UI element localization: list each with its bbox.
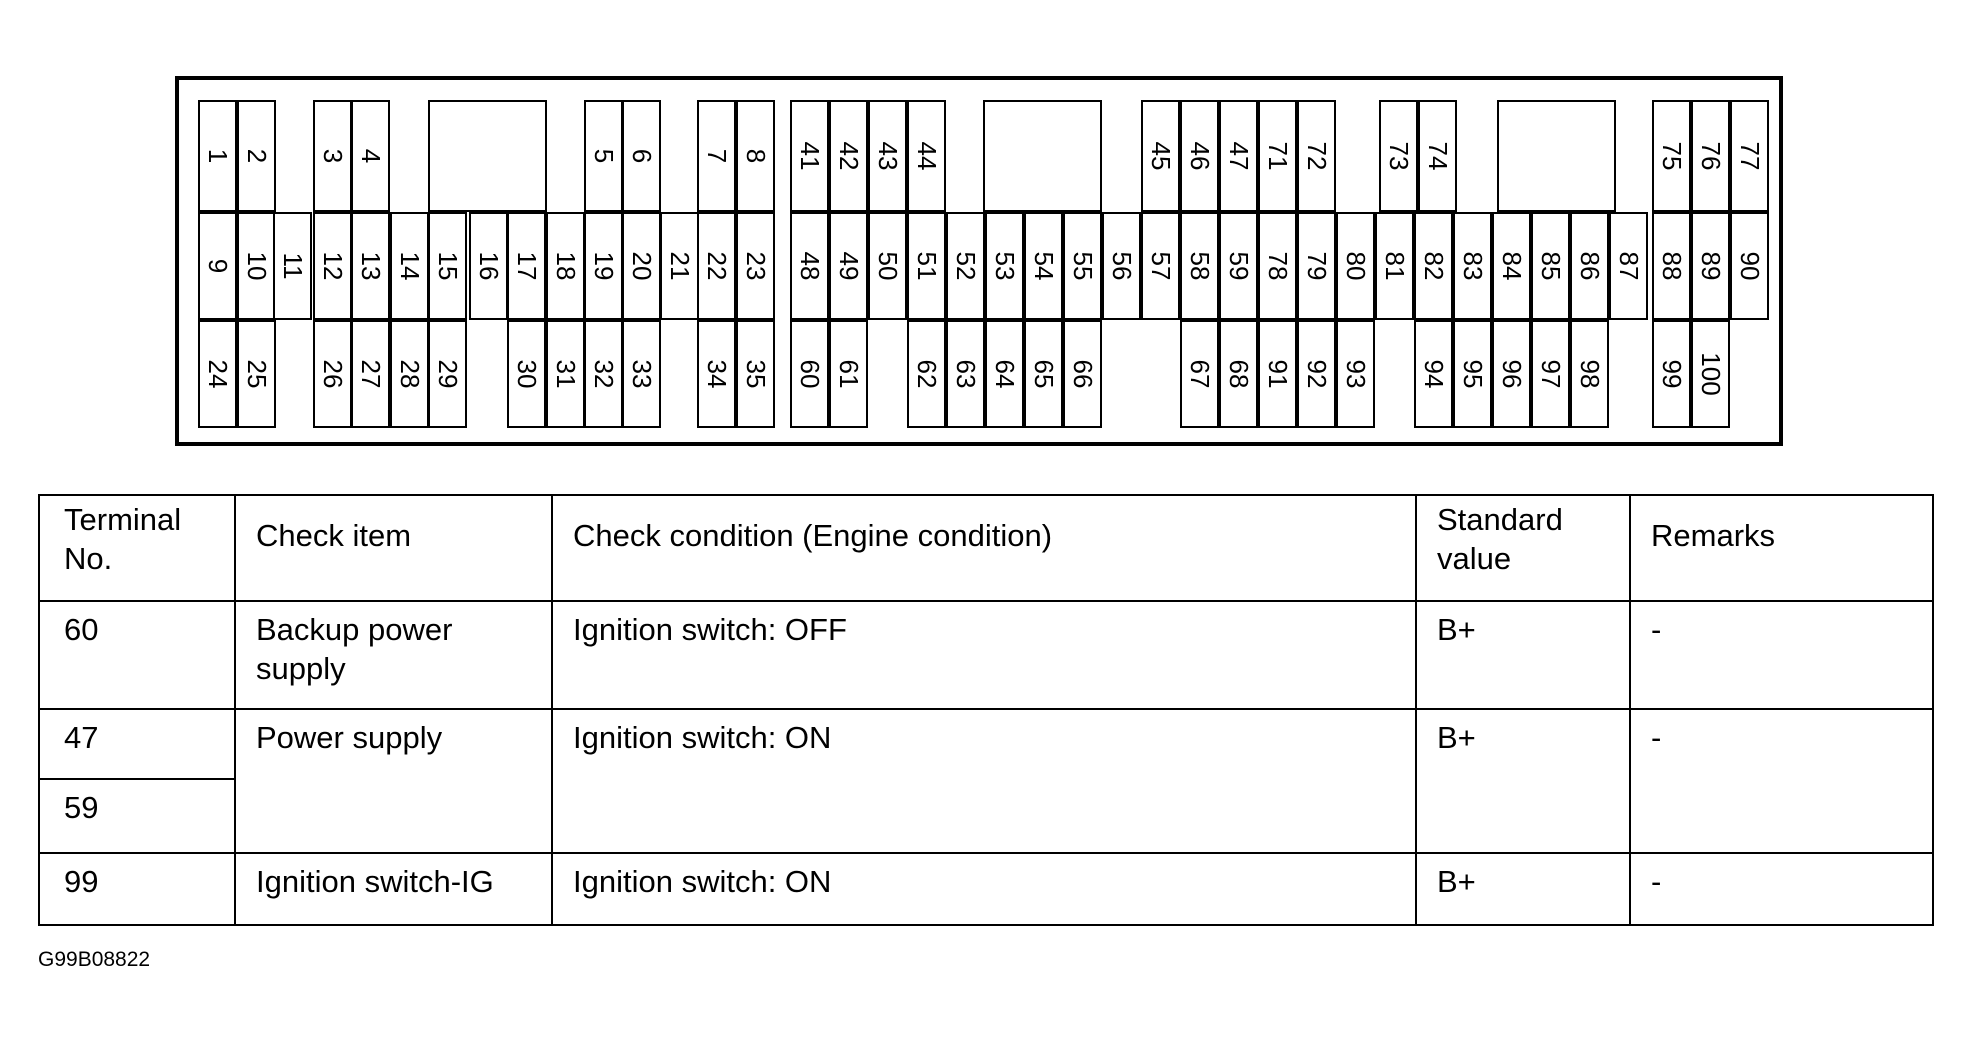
connector-pin-number: 84 <box>1496 251 1527 281</box>
connector-pin-number: 74 <box>1422 141 1453 171</box>
connector-pin-number: 54 <box>1028 251 1059 281</box>
connector-pin-87 <box>1609 212 1648 320</box>
connector-pin-number: 98 <box>1574 359 1605 389</box>
connector-pin-number: 5 <box>588 148 619 164</box>
terminal-cell: 59 <box>39 779 235 853</box>
connector-pin-25 <box>237 320 276 428</box>
connector-pin-number: 42 <box>833 141 864 171</box>
connector-pin-number: 51 <box>911 251 942 281</box>
connector-pin-number: 35 <box>740 359 771 389</box>
header-check-condition: Check condition (Engine condition) <box>552 495 1416 601</box>
connector-pin-15 <box>428 212 467 320</box>
connector-pin-76 <box>1691 100 1730 212</box>
connector-pin-number: 11 <box>277 252 308 280</box>
connector-pin-8 <box>736 100 775 212</box>
connector-pin-number: 28 <box>394 359 425 389</box>
connector-pin-number: 73 <box>1383 141 1414 171</box>
connector-pin-number: 93 <box>1340 359 1371 389</box>
connector-pin-66 <box>1063 320 1102 428</box>
remarks-cell: - <box>1630 853 1933 925</box>
connector-pin-34 <box>697 320 736 428</box>
connector-pin-number: 100 <box>1695 352 1726 396</box>
connector-pin-number: 47 <box>1223 141 1254 171</box>
connector-pin-number: 94 <box>1418 359 1449 389</box>
connector-pin-number: 66 <box>1067 359 1098 389</box>
connector-pin-62 <box>907 320 946 428</box>
connector-pin-61 <box>829 320 868 428</box>
connector-pin-number: 92 <box>1301 359 1332 389</box>
connector-pin-number: 25 <box>241 359 272 389</box>
connector-pin-number: 16 <box>473 251 504 281</box>
connector-pin-92 <box>1297 320 1336 428</box>
header-check-item: Check item <box>235 495 552 601</box>
table-row <box>39 601 1933 709</box>
connector-pin-number: 72 <box>1301 141 1332 171</box>
connector-pin-number: 89 <box>1695 251 1726 281</box>
connector-pin-number: 57 <box>1145 251 1176 281</box>
connector-pin-number: 7 <box>701 148 732 164</box>
check-item-cell: Ignition switch-IG <box>235 853 552 925</box>
connector-pin-number: 56 <box>1106 251 1137 281</box>
connector-pin-number: 49 <box>833 251 864 281</box>
connector-pin-55 <box>1063 212 1102 320</box>
connector-pin-number: 63 <box>950 359 981 389</box>
connector-pin-78 <box>1258 212 1297 320</box>
connector-pin-number: 87 <box>1613 251 1644 281</box>
connector-pin-number: 55 <box>1067 251 1098 281</box>
connector-pin-20 <box>622 212 661 320</box>
check-condition-cell: Ignition switch: OFF <box>552 601 1416 709</box>
connector-pin-number: 60 <box>794 359 825 389</box>
connector-pin-67 <box>1180 320 1219 428</box>
connector-pin-74 <box>1418 100 1457 212</box>
connector-pin-84 <box>1492 212 1531 320</box>
connector-pin-65 <box>1024 320 1063 428</box>
connector-pin-number: 34 <box>701 359 732 389</box>
connector-pin-10 <box>237 212 276 320</box>
connector-pin-number: 99 <box>1656 359 1687 389</box>
connector-pin-number: 3 <box>317 148 348 164</box>
figure-code: G99B08822 <box>38 948 151 971</box>
connector-pin-63 <box>946 320 985 428</box>
remarks-cell: - <box>1630 601 1933 709</box>
connector-pin-number: 50 <box>872 251 903 281</box>
connector-pin-58 <box>1180 212 1219 320</box>
connector-pin-49 <box>829 212 868 320</box>
connector-pin-number: 24 <box>202 359 233 389</box>
connector-pin-number: 19 <box>588 251 619 281</box>
remarks-cell: - <box>1630 709 1933 853</box>
connector-pin-5 <box>584 100 623 212</box>
connector-pin-number: 33 <box>626 359 657 389</box>
connector-pin-number: 32 <box>588 359 619 389</box>
connector-pin-7 <box>697 100 736 212</box>
check-condition-cell: Ignition switch: ON <box>552 709 1416 853</box>
connector-pin-44 <box>907 100 946 212</box>
connector-pin-17 <box>507 212 546 320</box>
connector-pin-43 <box>868 100 907 212</box>
connector-pin-number: 67 <box>1184 359 1215 389</box>
connector-pin-52 <box>946 212 985 320</box>
connector-pin-number: 90 <box>1734 251 1765 281</box>
connector-pin-21 <box>660 212 699 320</box>
connector-pin-47 <box>1219 100 1258 212</box>
connector-pin-number: 48 <box>794 251 825 281</box>
connector-pin-number: 58 <box>1184 251 1215 281</box>
connector-pin-51 <box>907 212 946 320</box>
standard-value-cell: B+ <box>1416 601 1630 709</box>
connector-pin-number: 21 <box>664 251 695 281</box>
connector-pin-22 <box>697 212 736 320</box>
header-remarks: Remarks <box>1630 495 1933 601</box>
connector-pin-number: 12 <box>317 251 348 281</box>
connector-pin-number: 86 <box>1574 251 1605 281</box>
connector-pin-1 <box>198 100 237 212</box>
connector-pin-64 <box>985 320 1024 428</box>
connector-pin-93 <box>1336 320 1375 428</box>
connector-pin-71 <box>1258 100 1297 212</box>
connector-pin-90 <box>1730 212 1769 320</box>
table-row <box>39 709 1933 779</box>
connector-pin-27 <box>351 320 390 428</box>
connector-pin-number: 68 <box>1223 359 1254 389</box>
connector-pin-number: 6 <box>626 148 657 164</box>
connector-pin-number: 22 <box>701 251 732 281</box>
connector-pin-number: 59 <box>1223 251 1254 281</box>
connector-pin-85 <box>1531 212 1570 320</box>
connector-pin-number: 75 <box>1656 141 1687 171</box>
connector-pin-number: 64 <box>989 359 1020 389</box>
connector-pin-94 <box>1414 320 1453 428</box>
connector-pin-23 <box>736 212 775 320</box>
connector-pin-59 <box>1219 212 1258 320</box>
connector-pin-31 <box>546 320 585 428</box>
connector-pin-number: 29 <box>432 359 463 389</box>
connector-pin-50 <box>868 212 907 320</box>
connector-pin-46 <box>1180 100 1219 212</box>
standard-value-cell: B+ <box>1416 709 1630 853</box>
connector-blank-cavity <box>428 100 547 212</box>
connector-pin-number: 95 <box>1457 359 1488 389</box>
connector-diagram <box>175 76 1783 446</box>
connector-pin-86 <box>1570 212 1609 320</box>
connector-pin-16 <box>469 212 508 320</box>
connector-pin-number: 15 <box>432 251 463 281</box>
connector-pin-number: 78 <box>1262 251 1293 281</box>
header-standard-value: Standard value <box>1416 495 1630 601</box>
connector-pin-60 <box>790 320 829 428</box>
connector-pin-number: 61 <box>833 359 864 389</box>
terminal-check-table <box>38 494 1934 926</box>
connector-pin-48 <box>790 212 829 320</box>
connector-pin-number: 2 <box>241 148 272 164</box>
connector-pin-6 <box>622 100 661 212</box>
connector-pin-11 <box>273 212 312 320</box>
connector-pin-35 <box>736 320 775 428</box>
connector-pin-33 <box>622 320 661 428</box>
connector-pin-14 <box>390 212 429 320</box>
connector-pin-12 <box>313 212 352 320</box>
connector-pin-number: 83 <box>1457 251 1488 281</box>
connector-pin-number: 45 <box>1145 141 1176 171</box>
connector-pin-97 <box>1531 320 1570 428</box>
connector-pin-number: 81 <box>1379 251 1410 281</box>
check-item-cell: Backup power supply <box>235 601 552 709</box>
connector-pin-41 <box>790 100 829 212</box>
table-header-row <box>39 495 1933 601</box>
connector-pin-29 <box>428 320 467 428</box>
connector-pin-number: 1 <box>202 148 233 164</box>
connector-pin-number: 10 <box>241 251 272 281</box>
connector-pin-number: 4 <box>355 148 386 164</box>
connector-pin-18 <box>546 212 585 320</box>
check-item-cell: Power supply <box>235 709 552 853</box>
connector-pin-number: 17 <box>511 251 542 281</box>
connector-pin-81 <box>1375 212 1414 320</box>
connector-pin-72 <box>1297 100 1336 212</box>
connector-pin-9 <box>198 212 237 320</box>
terminal-cell: 99 <box>39 853 235 925</box>
connector-pin-number: 77 <box>1734 141 1765 171</box>
header-terminal-no: Terminal No. <box>39 495 235 601</box>
connector-pin-number: 30 <box>511 359 542 389</box>
connector-pin-53 <box>985 212 1024 320</box>
connector-pin-56 <box>1102 212 1141 320</box>
connector-pin-number: 71 <box>1262 141 1293 171</box>
connector-pin-89 <box>1691 212 1730 320</box>
connector-pin-number: 79 <box>1301 251 1332 281</box>
connector-pin-2 <box>237 100 276 212</box>
check-condition-cell: Ignition switch: ON <box>552 853 1416 925</box>
connector-pin-30 <box>507 320 546 428</box>
connector-pin-number: 18 <box>550 251 581 281</box>
connector-pin-number: 91 <box>1262 359 1293 389</box>
connector-pin-82 <box>1414 212 1453 320</box>
connector-pin-number: 53 <box>989 251 1020 281</box>
connector-pin-77 <box>1730 100 1769 212</box>
connector-pin-32 <box>584 320 623 428</box>
connector-pin-number: 44 <box>911 141 942 171</box>
standard-value-cell: B+ <box>1416 853 1630 925</box>
connector-pin-number: 31 <box>550 359 581 389</box>
connector-pin-4 <box>351 100 390 212</box>
connector-pin-98 <box>1570 320 1609 428</box>
connector-pin-number: 52 <box>950 251 981 281</box>
connector-pin-number: 8 <box>740 148 771 164</box>
connector-pin-number: 97 <box>1535 359 1566 389</box>
terminal-cell: 47 <box>39 709 235 779</box>
connector-pin-57 <box>1141 212 1180 320</box>
connector-pin-19 <box>584 212 623 320</box>
connector-pin-75 <box>1652 100 1691 212</box>
connector-pin-26 <box>313 320 352 428</box>
connector-pin-80 <box>1336 212 1375 320</box>
connector-pin-number: 76 <box>1695 141 1726 171</box>
connector-pin-number: 80 <box>1340 251 1371 281</box>
connector-blank-cavity <box>1497 100 1616 212</box>
connector-pin-number: 82 <box>1418 251 1449 281</box>
connector-pin-number: 41 <box>794 141 825 171</box>
connector-pin-83 <box>1453 212 1492 320</box>
connector-pin-number: 96 <box>1496 359 1527 389</box>
connector-pin-number: 13 <box>355 251 386 281</box>
connector-pin-95 <box>1453 320 1492 428</box>
connector-pin-number: 14 <box>394 251 425 281</box>
connector-pin-number: 85 <box>1535 251 1566 281</box>
connector-pin-79 <box>1297 212 1336 320</box>
connector-pin-3 <box>313 100 352 212</box>
connector-pin-68 <box>1219 320 1258 428</box>
connector-pin-45 <box>1141 100 1180 212</box>
connector-pin-96 <box>1492 320 1531 428</box>
connector-pin-28 <box>390 320 429 428</box>
connector-pin-73 <box>1379 100 1418 212</box>
connector-pin-42 <box>829 100 868 212</box>
connector-pin-54 <box>1024 212 1063 320</box>
connector-pin-number: 65 <box>1028 359 1059 389</box>
connector-pin-number: 20 <box>626 251 657 281</box>
connector-pin-number: 27 <box>355 359 386 389</box>
connector-blank-cavity <box>983 100 1102 212</box>
table-row <box>39 853 1933 925</box>
connector-pin-number: 23 <box>740 251 771 281</box>
connector-pin-24 <box>198 320 237 428</box>
connector-pin-91 <box>1258 320 1297 428</box>
connector-pin-number: 88 <box>1656 251 1687 281</box>
connector-pin-number: 46 <box>1184 141 1215 171</box>
connector-pin-number: 43 <box>872 141 903 171</box>
connector-pin-100 <box>1691 320 1730 428</box>
terminal-cell: 60 <box>39 601 235 709</box>
connector-pin-number: 26 <box>317 359 348 389</box>
connector-pin-88 <box>1652 212 1691 320</box>
connector-pin-13 <box>351 212 390 320</box>
connector-pin-number: 9 <box>202 258 233 274</box>
connector-pin-number: 62 <box>911 359 942 389</box>
connector-pin-99 <box>1652 320 1691 428</box>
